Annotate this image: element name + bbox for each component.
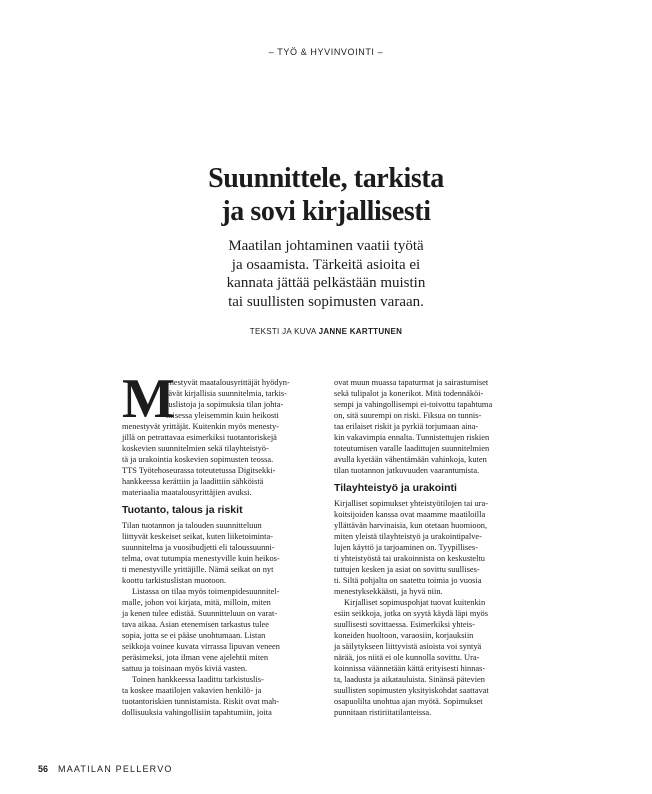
body-line: toteutumisen varalle laadittujen suunnitelmien [334, 444, 490, 453]
body-line: sekä tulipalot ja konerikot. Mitä todennäköi- [334, 389, 484, 398]
body-line: suullisesti sovittaessa. Esimerkiksi yhteis- [334, 620, 475, 629]
body-line: koitsijoiden kanssa ovat maamme maatiloilla [334, 510, 486, 519]
body-line: Tilan tuotannon ja talouden suunnitteluun [122, 521, 262, 530]
byline [0, 327, 652, 336]
lede-line: Maatilan johtaminen vaatii työtä [228, 238, 424, 254]
body-line: ti. Siltä pohjalta on saatettu toimia jo vuosia [334, 576, 482, 585]
body-line: koottu tarkistuslistan muotoon. [122, 576, 226, 585]
body-line: sattuu ja toisinaan myös kiviä vasten. [122, 664, 248, 673]
body-line: tuslistoja ja sopimuksia tilan johta- [166, 400, 284, 409]
body-line: ja säilytykseen liittyvistä asioista voi syntyä [334, 642, 482, 651]
body-line: seikkoja voinee kuvata virrassa lipuvan veneen [122, 642, 280, 651]
body-line: yllättävän harvinaisia, kun otetaan huomioon, [334, 521, 488, 530]
body-line: ja kenen tulee edistää. Suunnitteluun on varat- [122, 609, 278, 618]
subheading: Tuotanto, talous ja riskit [122, 504, 243, 516]
body-line: tilan tuotannon jatkuvuuden vaarantumista. [334, 466, 480, 475]
dropcap: M [122, 368, 175, 430]
body-line: koinnissa väännetään kättä erityisesti hinnas- [334, 664, 486, 673]
body-line: närää, jos niitä ei ole kunnolla sovittu. Ura- [334, 653, 480, 662]
body-line: jillä on petrattavaa esimerkiksi tuotantoriskejä [122, 433, 277, 442]
body-line: miten yleistä tilayhteistyö ja urakointipalve- [334, 532, 482, 541]
magazine-name: MAATILAN PELLERVO [58, 764, 173, 774]
body-line: dollisuuksia vahingollisiin tapahtumiin, joita [122, 708, 272, 717]
body-line: Kirjalliset sopimukset yhteistyötilojen tai ura- [334, 499, 488, 508]
body-line: tuotantoriskien tunnistamista. Riskit ovat mah- [122, 697, 280, 706]
lede-line: kannata jättää pelkästään muistin [226, 275, 426, 291]
body-line: on, sitä suurempi on riski. Fiksua on tunnis- [334, 411, 482, 420]
body-line: tä ja urakointia koskevien sopimusten teossa. [122, 455, 274, 464]
body-line: Listassa on tilaa myös toimenpidesuunnitel- [132, 587, 280, 596]
body-line: materiaalia maatalousyrittäjien avuksi. [122, 488, 252, 497]
body-line: koneiden huoltoon, varaosiin, korjauksiin [334, 631, 474, 640]
body-line: Kirjalliset sopimuspohjat tuovat kuitenkin [344, 598, 486, 607]
page-number: 56 [38, 764, 49, 774]
body-line: ti yhteistyöstä tai urakoinnista on keskusteltu [334, 554, 485, 563]
body-line: liittyvät keskeiset seikat, kuten liiketoiminta- [122, 532, 273, 541]
body-line: Toinen hankkeessa laadittu tarkistuslis- [132, 675, 264, 684]
body-line: misessa yleisemmin kuin heikosti [166, 411, 279, 420]
left-column [122, 368, 318, 718]
title-line: Suunnittele, tarkista [208, 163, 444, 194]
body-line: hankkeessa kerättiin ja laadittiin sähköistä [122, 477, 264, 486]
body-line: lujen käyttö ja tarjoaminen on. Tyypillises- [334, 543, 478, 552]
body-line: tava aikaa. Asian etenemisen tarkastus tulee [122, 620, 269, 629]
body-line: enestyvät maatalousyrittäjät hyödyn- [166, 378, 290, 387]
body-line: kin vakavimpia ennalta. Tunnistettujen riskien [334, 433, 490, 442]
byline-author: JANNE KARTTUNEN [318, 327, 403, 336]
subheading: Tilayhteistyö ja urakointi [334, 482, 457, 494]
article-lede [170, 237, 482, 311]
body-line: koskevien suunnitelmien sekä tilayhteistyö- [122, 444, 269, 453]
body-line: taa erilaiset riskit ja pyrkiä torjumaan aina- [334, 422, 479, 431]
body-line: ti menestyville yrittäjille. Nämä seikat on nyt [122, 565, 274, 574]
body-line: peräsimeksi, jota ilman vene ajelehtii miten [122, 653, 269, 662]
body-line: ta, laadusta ja aikatauluista. Sinänsä pätevien [334, 675, 485, 684]
body-line: punnitaan ristiriitatilanteissa. [334, 708, 432, 717]
body-line: ta koskee maatilojen vakavien henkilö- ja [122, 686, 262, 695]
body-line: sempi ja vahingollisempi ei-toivottu tapahtuma [334, 400, 493, 409]
body-line: TTS Työtehoseurassa toteutetussa Digitsekki- [122, 466, 276, 475]
body-line: malle, johon voi kirjata, mitä, milloin, miten [122, 598, 271, 607]
lede-line: tai suullisten sopimusten varaan. [228, 293, 424, 310]
body-line: tuttujen kesken ja asiat on sovittu suullises- [334, 565, 480, 574]
body-line: tävät kirjallisia suunnitelmia, tarkis- [166, 389, 287, 398]
body-line: menestyksekkäästi, ja hyvä niin. [334, 587, 443, 596]
body-line: ovat muun muassa tapaturmat ja sairastumiset [334, 378, 489, 387]
byline-prefix: TEKSTI JA KUVA [249, 327, 317, 336]
body-line: suunnitelma ja vuosibudjetti eli taloussuunni- [122, 543, 275, 552]
body-line: osapuolilta unohtua ajan myötä. Sopimukset [334, 697, 483, 706]
lede-line: ja osaamista. Tärkeitä asioita ei [231, 256, 421, 273]
section-label: – TYÖ & HYVINVOINTI – [268, 47, 384, 57]
body-line: avulla kyetään vähentämään vahinkoja, kuten [334, 455, 487, 464]
article-title [90, 162, 562, 228]
right-column [334, 377, 530, 718]
body-line: telma, ovat tutumpia menestyville kuin heikos- [122, 554, 280, 563]
body-line: menestyvät yrittäjät. Kuitenkin myös menesty- [122, 422, 279, 431]
body-line: sopia, jotta se ei pääse unohtumaan. Listan [122, 631, 266, 640]
body-line: suullisten sopimusten yksityiskohdat saattavat [334, 686, 489, 695]
body-line: esiin seikkoja, jotka on syytä käydä läpi myös [334, 609, 488, 618]
title-line: ja sovi kirjallisesti [221, 196, 431, 227]
